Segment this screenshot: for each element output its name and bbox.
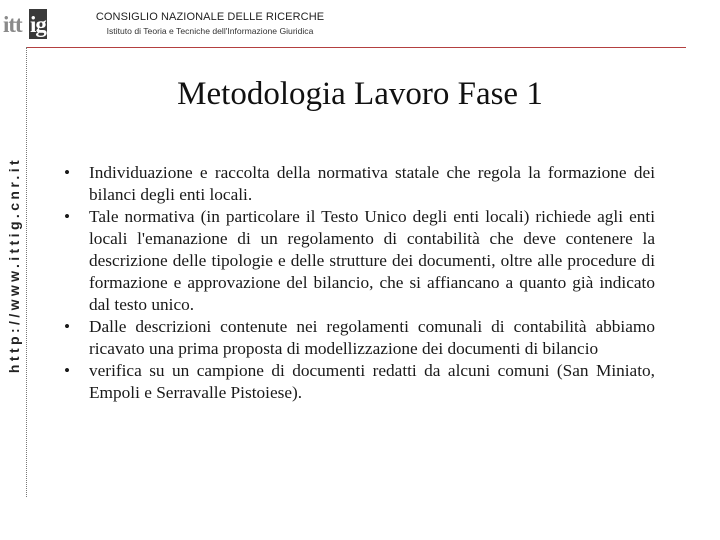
svg-text:ig: ig bbox=[30, 12, 46, 37]
bullet-icon: • bbox=[63, 163, 71, 182]
bullet-text: Tale normativa (in particolare il Testo Unico degli enti locali) richiede agli enti locali l'emanazione di un regolamento di contabilità che deve contenere la descrizione delle tipologie e delle strutture dei documenti, oltre alle procedure di formazione e approvazione del bilancio, che si affiancano a quanto già indicato dal testo unico. bbox=[89, 207, 655, 314]
bullet-icon: • bbox=[63, 207, 71, 226]
header-organization bbox=[60, 10, 360, 37]
header-divider bbox=[26, 47, 686, 48]
institute-name: Istituto di Teoria e Tecniche dell'Informazione Giuridica bbox=[106, 26, 314, 36]
bullet-icon: • bbox=[63, 317, 71, 336]
bullet-text: Individuazione e raccolta della normativa statale che regola la formazione dei bilanci degli enti locali. bbox=[89, 163, 655, 204]
sidebar-divider bbox=[26, 47, 27, 497]
svg-text:itt: itt bbox=[3, 12, 22, 37]
bullet-item bbox=[60, 316, 655, 360]
bullet-text: verifica su un campione di documenti redatti da alcuni comuni (San Miniato, Empoli e Serravalle Pistoiese). bbox=[89, 361, 655, 402]
bullet-item bbox=[60, 206, 655, 316]
bullet-list bbox=[60, 162, 655, 404]
bullet-text: Dalle descrizioni contenute nei regolamenti comunali di contabilità abbiamo ricavato una prima proposta di modellizzazione dei documenti di bilancio bbox=[89, 317, 655, 358]
organization-name: CONSIGLIO NAZIONALE DELLE RICERCHE bbox=[95, 11, 325, 23]
slide-title: Metodologia Lavoro Fase 1 bbox=[177, 76, 543, 112]
bullet-item bbox=[60, 162, 655, 206]
bullet-item bbox=[60, 360, 655, 404]
sidebar-url: http://www.ittig.cnr.it bbox=[6, 156, 22, 374]
ittig-logo-graphic bbox=[2, 6, 48, 42]
ittig-logo bbox=[2, 6, 48, 42]
bullet-icon: • bbox=[63, 361, 71, 380]
